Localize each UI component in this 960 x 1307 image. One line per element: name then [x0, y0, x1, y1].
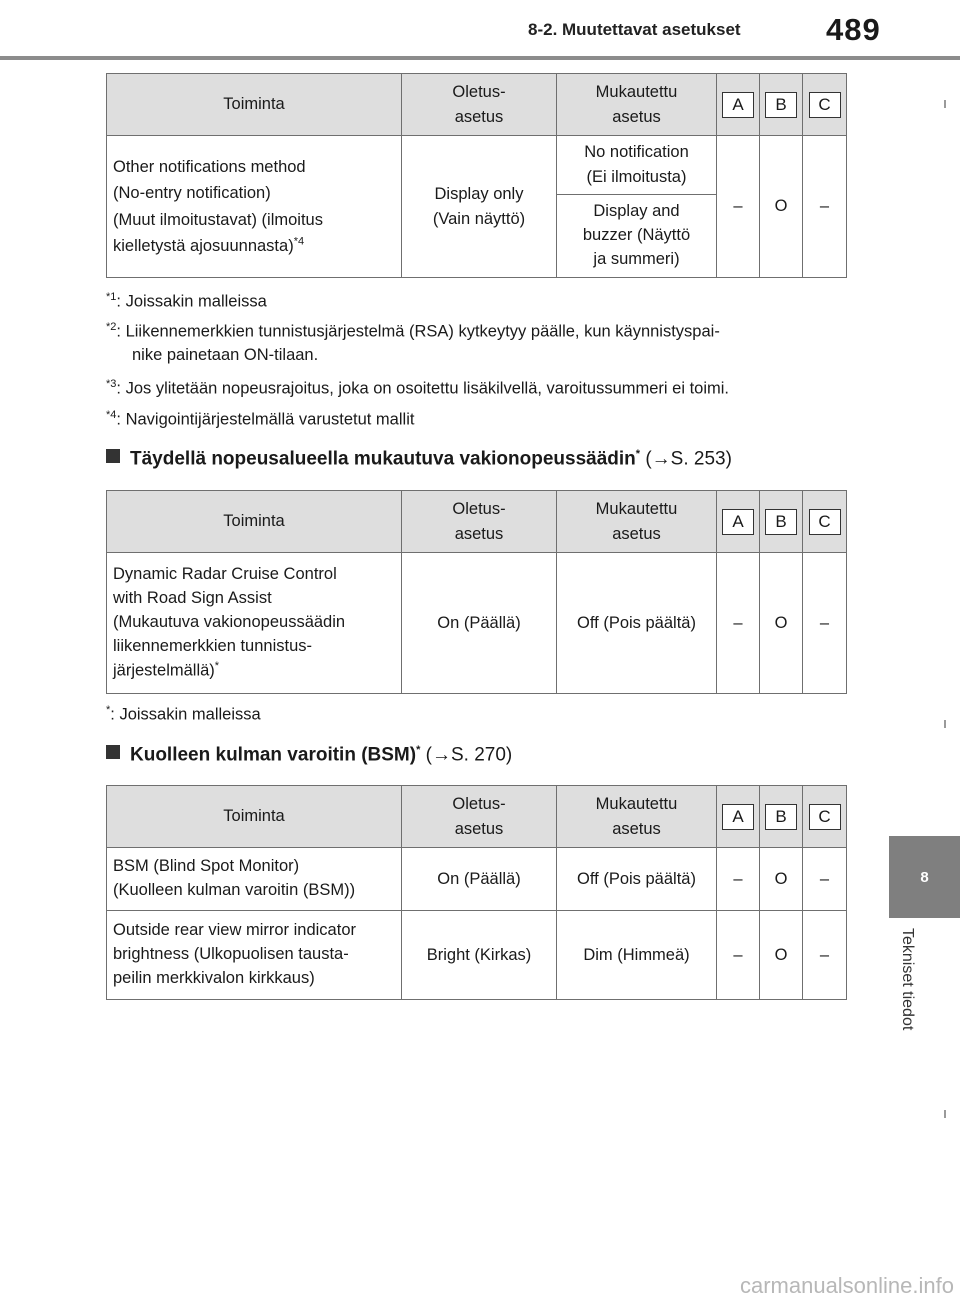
- footnote: $^{*2}$: Liikennemerkkien tunnistusjärjestelmä (RSA) kytkeytyy päälle, kun käynnistyspai- nike painetaan ON-tilaan.: [106, 321, 720, 365]
- setting-name: [107, 136, 402, 278]
- col-function: Toiminta: [107, 491, 402, 553]
- col-custom: Mukautettu asetus: [557, 74, 717, 136]
- setting-name: Outside rear view mirror indicator brightness (Ulkopuolisen tausta- peilin merkkivalon kirkkaus): [107, 911, 402, 1000]
- a-value: –: [717, 848, 760, 911]
- footnote: $^{*4}$: Navigointijärjestelmällä varustetut mallit: [106, 409, 415, 429]
- table-row: [107, 553, 847, 694]
- footnote-mark: *: [214, 659, 220, 672]
- edge-tick: [944, 720, 946, 728]
- square-bullet-icon: [106, 449, 120, 463]
- setting-name-line: (No-entry notification): [113, 184, 271, 203]
- settings-table-bsm: [106, 785, 847, 1000]
- chapter-tab-label: Tekniset tiedot: [899, 928, 916, 1031]
- col-c-box: C: [809, 92, 841, 118]
- table-header-row: [107, 74, 847, 136]
- section-heading-bsm: Kuolleen kulman varoitin (BSM)* (→S. 270): [106, 744, 512, 766]
- setting-name-line: (Muut ilmoitustavat) (ilmoitus: [113, 210, 323, 229]
- col-function: Toiminta: [107, 786, 402, 848]
- col-c-box: C: [809, 804, 841, 830]
- footnote-mark: *4: [293, 235, 305, 248]
- col-default: Oletus- asetus: [402, 786, 557, 848]
- custom-value: Off (Pois päältä): [557, 553, 717, 694]
- chapter-tab: 8: [889, 836, 960, 918]
- default-value: On (Päällä): [402, 553, 557, 694]
- page-number: 489: [826, 12, 881, 47]
- table-header-row: [107, 786, 847, 848]
- c-value: –: [803, 848, 847, 911]
- c-value: –: [803, 136, 847, 278]
- custom-value: Display and buzzer (Näyttö ja summeri): [557, 195, 717, 278]
- section-heading-cruise-control: Täydellä nopeusalueella mukautuva vakionopeussäädin* (→S. 253): [106, 448, 732, 470]
- setting-name-line: kielletystä ajosuunnasta)$^{*4}$: [113, 235, 305, 255]
- c-value: –: [803, 553, 847, 694]
- table-header-row: [107, 491, 847, 553]
- c-value: –: [803, 911, 847, 1000]
- watermark: carmanualsonline.info: [739, 1273, 954, 1298]
- custom-value: No notification (Ei ilmoitusta): [557, 136, 717, 195]
- header-divider: [0, 56, 960, 60]
- setting-name: Dynamic Radar Cruise Control with Road Sign Assist (Mukautuva vakionopeussäädin liikennemerkkien tunnistus- järjestelmällä)*: [107, 553, 402, 694]
- page-reference: (→S. 270): [420, 744, 513, 766]
- b-value: O: [760, 553, 803, 694]
- default-value: On (Päällä): [402, 848, 557, 911]
- a-value: –: [717, 136, 760, 278]
- col-a-box: A: [722, 804, 754, 830]
- a-value: –: [717, 553, 760, 694]
- footnote: *: Joissakin malleissa: [106, 704, 261, 724]
- b-value: O: [760, 911, 803, 1000]
- settings-table-cruise-control: [106, 490, 847, 694]
- edge-tick: [944, 1110, 946, 1118]
- col-custom: Mukautettu asetus: [557, 491, 717, 553]
- default-value: Bright (Kirkas): [402, 911, 557, 1000]
- b-value: O: [760, 848, 803, 911]
- table-row: [107, 911, 847, 1000]
- custom-value: Off (Pois päältä): [557, 848, 717, 911]
- col-default: Oletus- asetus: [402, 74, 557, 136]
- col-c-box: C: [809, 509, 841, 535]
- setting-name: BSM (Blind Spot Monitor) (Kuolleen kulman varoitin (BSM)): [107, 848, 402, 911]
- page-reference: (→S. 253): [640, 448, 732, 470]
- a-value: –: [717, 911, 760, 1000]
- settings-table-notifications: [106, 73, 847, 278]
- footnote: $^{*3}$: Jos ylitetään nopeusrajoitus, joka on osoitettu lisäkilvellä, varoitussummeri ei toimi.: [106, 378, 730, 398]
- square-bullet-icon: [106, 745, 120, 759]
- table-row: [107, 848, 847, 911]
- edge-tick: [944, 100, 946, 108]
- col-custom: Mukautettu asetus: [557, 786, 717, 848]
- col-default: Oletus- asetus: [402, 491, 557, 553]
- section-header-title: 8-2. Muutettavat asetukset: [528, 20, 741, 39]
- footnote: $^{*1}$: Joissakin malleissa: [106, 291, 267, 311]
- col-b-box: B: [765, 92, 797, 118]
- col-b-box: B: [765, 509, 797, 535]
- col-a-box: A: [722, 92, 754, 118]
- col-b-box: B: [765, 804, 797, 830]
- col-a-box: A: [722, 509, 754, 535]
- setting-name-line: Other notifications method: [113, 157, 306, 176]
- col-function: Toiminta: [107, 74, 402, 136]
- b-value: O: [760, 136, 803, 278]
- table-row: [107, 136, 847, 195]
- default-value: Display only (Vain näyttö): [402, 136, 557, 278]
- custom-value: Dim (Himmeä): [557, 911, 717, 1000]
